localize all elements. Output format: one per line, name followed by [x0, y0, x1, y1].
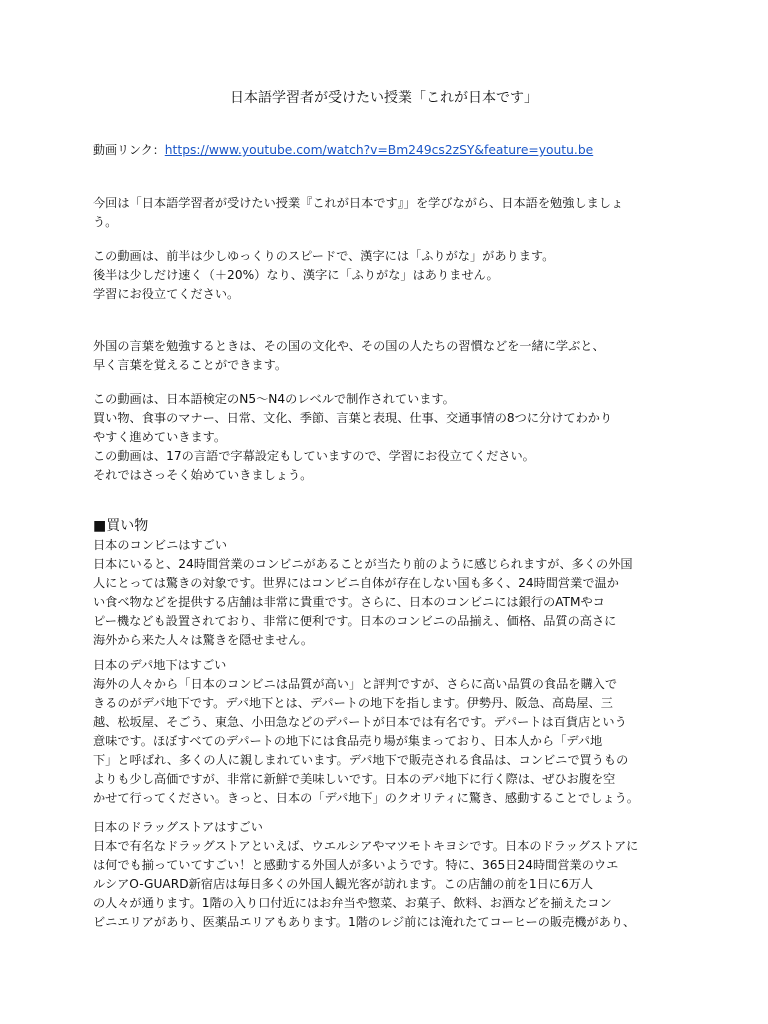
- video-link-label: 動画リンク：: [93, 143, 165, 157]
- text-line: ルシアO-GUARD新宿店は毎日多くの外国人観光客が訪れます。この店舗の前を1日に6万人: [93, 877, 594, 891]
- text-line: かせて行ってください。きっと、日本の「デパ地下」のクオリティに驚き、感動することでしょう。: [93, 791, 639, 805]
- subsection-heading: 日本のデパ地下はすごい: [93, 658, 227, 672]
- text-line: 人にとっては驚きの対象です。世界にはコンビニ自体が存在しない国も多く、24時間営業で温か: [93, 576, 619, 590]
- text-line: 海外から来た人々は驚きを隠せません。: [93, 633, 314, 647]
- text-line: 下」と呼ばれ、多くの人に親しまれています。デパ地下で販売される食品は、コンビニで買うもの: [93, 753, 629, 767]
- text-line: 日本で有名なドラッグストアといえば、ウエルシアやマツモトキヨシです。日本のドラッグストアに: [93, 839, 639, 853]
- subsection-conbini: [93, 536, 683, 650]
- text-line: 学習にお役立てください。: [93, 287, 240, 301]
- section-heading-shopping: ■買い物: [93, 518, 149, 534]
- text-line: 今回は「日本語学習者が受けたい授業『これが日本です』」を学びながら、日本語を勉強しましょ: [93, 196, 624, 210]
- text-line: 意味です。ほぼすべてのデパートの地下には食品売り場が集まっており、日本人から「デパ地: [93, 734, 603, 748]
- text-line: 海外の人々から「日本のコンビニは品質が高い」と評判ですが、さらに高い品質の食品を購入で: [93, 677, 618, 691]
- subsection-depachika: [93, 656, 683, 808]
- video-note-paragraph: [93, 247, 683, 304]
- text-line: この動画は、17の言語で字幕設定もしていますので、学習にお役立てください。: [93, 449, 535, 463]
- culture-paragraph: [93, 337, 683, 375]
- video-link-line: [93, 141, 683, 160]
- text-line: この動画は、日本語検定のN5～N4のレベルで制作されています。: [93, 392, 455, 406]
- text-line: それではさっそく始めていきましょう。: [93, 468, 313, 482]
- text-line: 日本にいると、24時間営業のコンビニがあることが当たり前のように感じられますが、多くの外国: [93, 557, 633, 571]
- subsection-drugstore: [93, 818, 683, 932]
- subsection-heading: 日本のドラッグストアはすごい: [93, 820, 263, 834]
- text-line: の人々が通ります。1階の入り口付近にはお弁当や惣菜、お菓子、飲料、お酒などを揃えたコン: [93, 896, 612, 910]
- level-info-paragraph: [93, 390, 683, 485]
- video-link[interactable]: https://www.youtube.com/watch?v=Bm249cs2zSY&feature=youtu.be: [164, 143, 594, 157]
- document-title: 日本語学習者が受けたい授業「これが日本です」: [230, 90, 538, 106]
- text-line: ビニエリアがあり、医薬品エリアもあります。1階のレジ前には淹れたてコーヒーの販売機があり、: [93, 915, 636, 929]
- text-line: う。: [93, 215, 118, 229]
- text-line: きるのがデパ地下です。デパ地下とは、デパートの地下を指します。伊勢丹、阪急、高島屋、三: [93, 696, 613, 710]
- text-line: い食べ物などを提供する店舗は非常に貴重です。さらに、日本のコンビニには銀行のATMやコ: [93, 595, 605, 609]
- text-line: 越、松坂屋、そごう、東急、小田急などのデパートが日本では有名です。デパートは百貨店という: [93, 715, 627, 729]
- text-line: 外国の言葉を勉強するときは、その国の文化や、その国の人たちの習慣などを一緒に学ぶと、: [93, 339, 605, 353]
- subsection-heading: 日本のコンビニはすごい: [93, 538, 228, 552]
- text-line: は何でも揃っていてすごい！と感動する外国人が多いようです。特に、365日24時間営業のウエ: [93, 858, 619, 872]
- text-line: ピー機なども設置されており、非常に便利です。日本のコンビニの品揃え、価格、品質の高さに: [93, 614, 617, 628]
- text-line: この動画は、前半は少しゆっくりのスピードで、漢字には「ふりがな」があります。: [93, 249, 555, 263]
- intro-paragraph: [93, 194, 683, 232]
- text-line: よりも少し高価ですが、非常に新鮮で美味しいです。日本のデパ地下に行く際は、ぜひお腹を空: [93, 772, 616, 786]
- text-line: 買い物、食事のマナー、日常、文化、季節、言葉と表現、仕事、交通事情の8つに分けてわかり: [93, 411, 613, 425]
- text-line: 早く言葉を覚えることができます。: [93, 358, 288, 372]
- text-line: やすく進めていきます。: [93, 430, 227, 444]
- text-line: 後半は少しだけ速く（＋20%）なり、漢字に「ふりがな」はありません。: [93, 268, 499, 282]
